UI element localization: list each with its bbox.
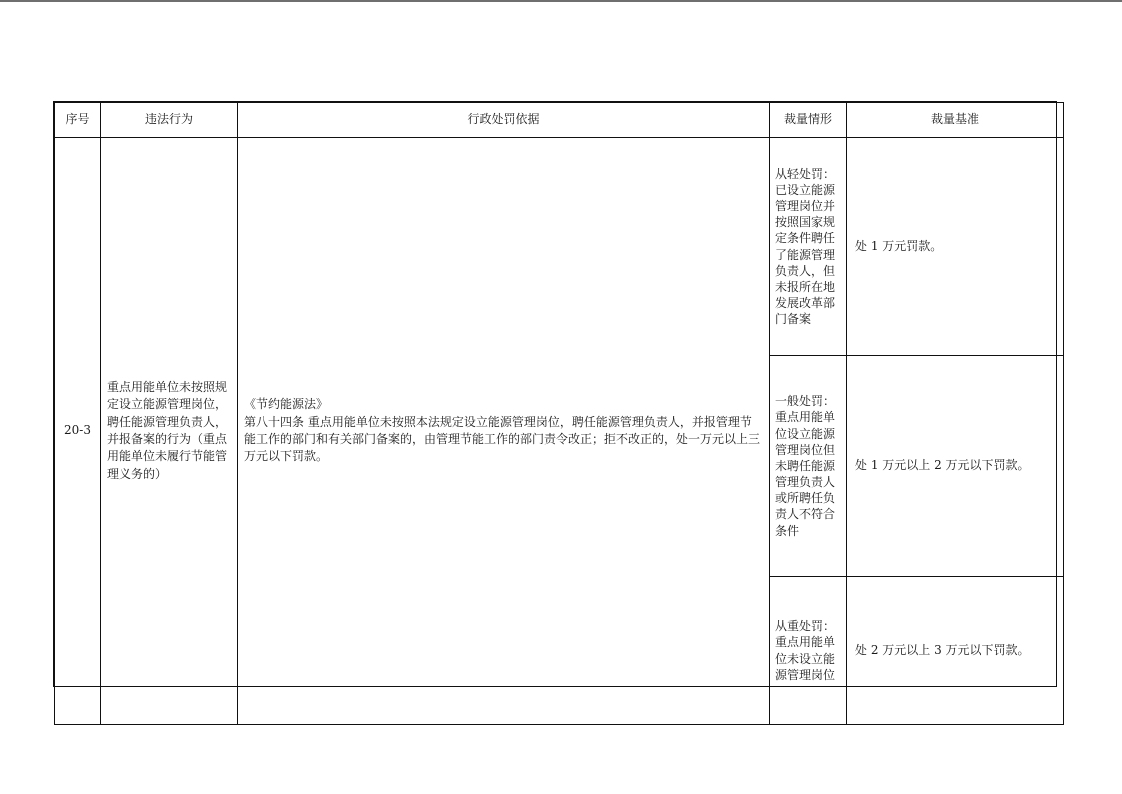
penalty-table [54,102,1064,725]
violation-behavior: 重点用能单位未按照规定设立能源管理岗位，聘任能源管理负责人，并报备案的行为（重点用能单位未履行节能管理义务的） [101,138,238,725]
header-basis: 行政处罚依据 [238,103,770,138]
table-row [55,138,1064,356]
table-header [55,103,1064,138]
discretion-standard-general: 处 1 万元以上 2 万元以下罚款。 [847,356,1064,577]
row-number: 20-3 [55,138,101,725]
top-rule [0,0,1122,2]
discretion-standard-light: 处 1 万元罚款。 [847,138,1064,356]
header-case: 裁量情形 [770,103,847,138]
legal-basis-title: 《节约能源法》 [244,397,329,412]
legal-basis-text: 第八十四条 重点用能单位未按照本法规定设立能源管理岗位，聘任能源管理负责人，并报管理节能工作的部门和有关部门备案的，由管理节能工作的部门责令改正；拒不改正的，处一万元以上三万元以下罚款。 [244,414,761,464]
header-no: 序号 [55,103,101,138]
header-behavior: 违法行为 [101,103,238,138]
discretion-case-heavy: 从重处罚：重点用能单位未设立能源管理岗位 [770,577,847,725]
legal-basis [238,138,770,725]
discretion-case-general: 一般处罚：重点用能单位设立能源管理岗位但未聘任能源管理负责人或所聘任负责人不符合条件 [770,356,847,577]
table-body [55,138,1064,725]
header-row [55,103,1064,138]
penalty-table-container [53,101,1057,687]
header-standard: 裁量基准 [847,103,1064,138]
discretion-standard-heavy: 处 2 万元以上 3 万元以下罚款。 [847,577,1064,725]
discretion-case-light: 从轻处罚：已设立能源管理岗位并按照国家规定条件聘任了能源管理负责人，但未报所在地发展改革部门备案 [770,138,847,356]
